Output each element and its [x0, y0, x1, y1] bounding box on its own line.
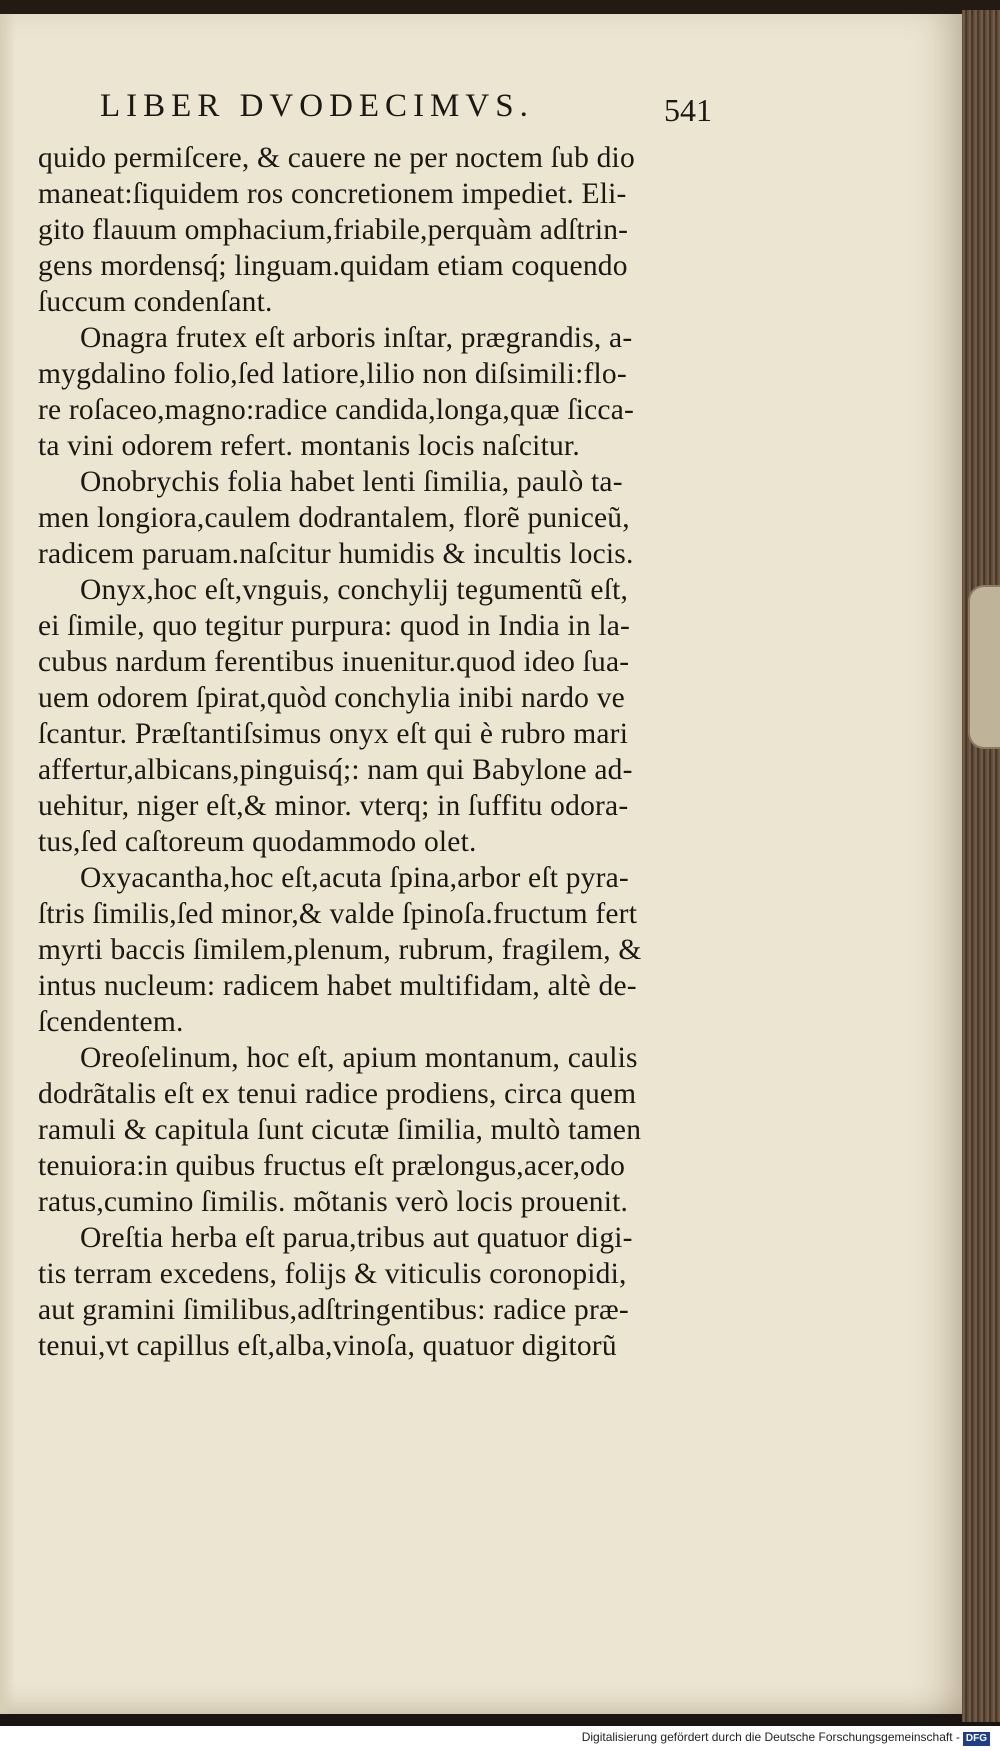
text-line: Oreoſelinum, hoc eſt, apium montanum, caulis	[80, 1042, 638, 1074]
text-line: tenuiora:in quibus fructus eſt prælongus,acer,odo	[38, 1150, 626, 1182]
text-line: ſcantur. Præſtantiſsimus onyx eſt qui è rubro mari	[38, 718, 629, 750]
text-line: quido permiſcere, & cauere ne per noctem ſub dio	[38, 142, 635, 174]
text-line: cubus nardum ferentibus inuenitur.quod ideo ſua-	[38, 646, 630, 678]
text-line: aut gramini ſimilibus,adſtringentibus: radice præ-	[38, 1294, 629, 1326]
text-line: ei ſimile, quo tegitur purpura: quod in India in la-	[38, 610, 631, 642]
text-line: intus nucleum: radicem habet multifidam, altè de-	[38, 970, 637, 1002]
text-line: ſtris ſimilis,ſed minor,& valde ſpinoſa.fructum fert	[38, 898, 638, 930]
running-head: LIBER DVODECIMVS.	[100, 88, 534, 124]
text-line: gito flauum omphacium,friabile,perquàm adſtrin-	[38, 214, 629, 246]
text-line: uem odorem ſpirat,quòd conchylia inibi nardo ve	[38, 682, 625, 714]
text-line: gens mordensq́; linguam.quidam etiam coquendo	[38, 250, 628, 282]
text-line: uehitur, niger eſt,& minor. vterq; in ſuffitu odora-	[38, 790, 629, 822]
credit-text: Digitalisierung gefördert durch die Deutsche Forschungsgemeinschaft -	[581, 1730, 960, 1744]
text-line: ratus,cumino ſimilis. mõtanis verò locis prouenit.	[38, 1186, 629, 1218]
scan-border-top	[0, 0, 1000, 14]
page-edges	[962, 10, 1000, 1722]
text-line: ſcendentem.	[38, 1006, 184, 1038]
text-line: Onagra frutex eſt arboris inſtar, prægrandis, a-	[80, 322, 633, 354]
text-line: men longiora,caulem dodrantalem, florẽ puniceũ,	[38, 502, 630, 534]
text-line: ramuli & capitula ſunt cicutæ ſimilia, multò tamen	[38, 1114, 642, 1146]
text-line: Oxyacantha,hoc eſt,acuta ſpina,arbor eſt pyra-	[80, 862, 629, 894]
text-line: ſuccum condenſant.	[38, 286, 273, 318]
page-number: 541	[664, 92, 712, 128]
page-tab	[968, 585, 1000, 749]
text-line: ta vini odorem refert. montanis locis naſcitur.	[38, 430, 580, 462]
text-line: tus,ſed caſtoreum quodammodo olet.	[38, 826, 477, 858]
text-line: re roſaceo,magno:radice candida,longa,quæ ſicca-	[38, 394, 635, 426]
text-line: maneat:ſiquidem ros concretionem impediet. Eli-	[38, 178, 627, 210]
text-line: tenui,vt capillus eſt,alba,vinoſa, quatuor digitorũ	[38, 1330, 617, 1362]
text-line: Onyx,hoc eſt,vnguis, conchylij tegumentũ eſt,	[80, 574, 629, 606]
text-line: radicem paruam.naſcitur humidis & incultis locis.	[38, 538, 634, 570]
text-line: tis terram excedens, folijs & viticulis coronopidi,	[38, 1258, 627, 1290]
text-line: mygdalino folio,ſed latiore,lilio non diſsimili:flo-	[38, 358, 627, 390]
text-line: myrti baccis ſimilem,plenum, rubrum, fragilem, &	[38, 934, 642, 966]
text-line: Oreſtia herba eſt parua,tribus aut quatuor digi-	[80, 1222, 633, 1254]
digitization-credit	[0, 1730, 990, 1748]
text-line: dodrãtalis eſt ex tenui radice prodiens, circa quem	[38, 1078, 637, 1110]
text-line: affertur,albicans,pinguisq́;: nam qui Babylone ad-	[38, 754, 633, 786]
page-gutter-shadow	[0, 14, 16, 1714]
dfg-logo: DFG	[963, 1732, 990, 1746]
text-line: Onobrychis folia habet lenti ſimilia, paulò ta-	[80, 466, 623, 498]
